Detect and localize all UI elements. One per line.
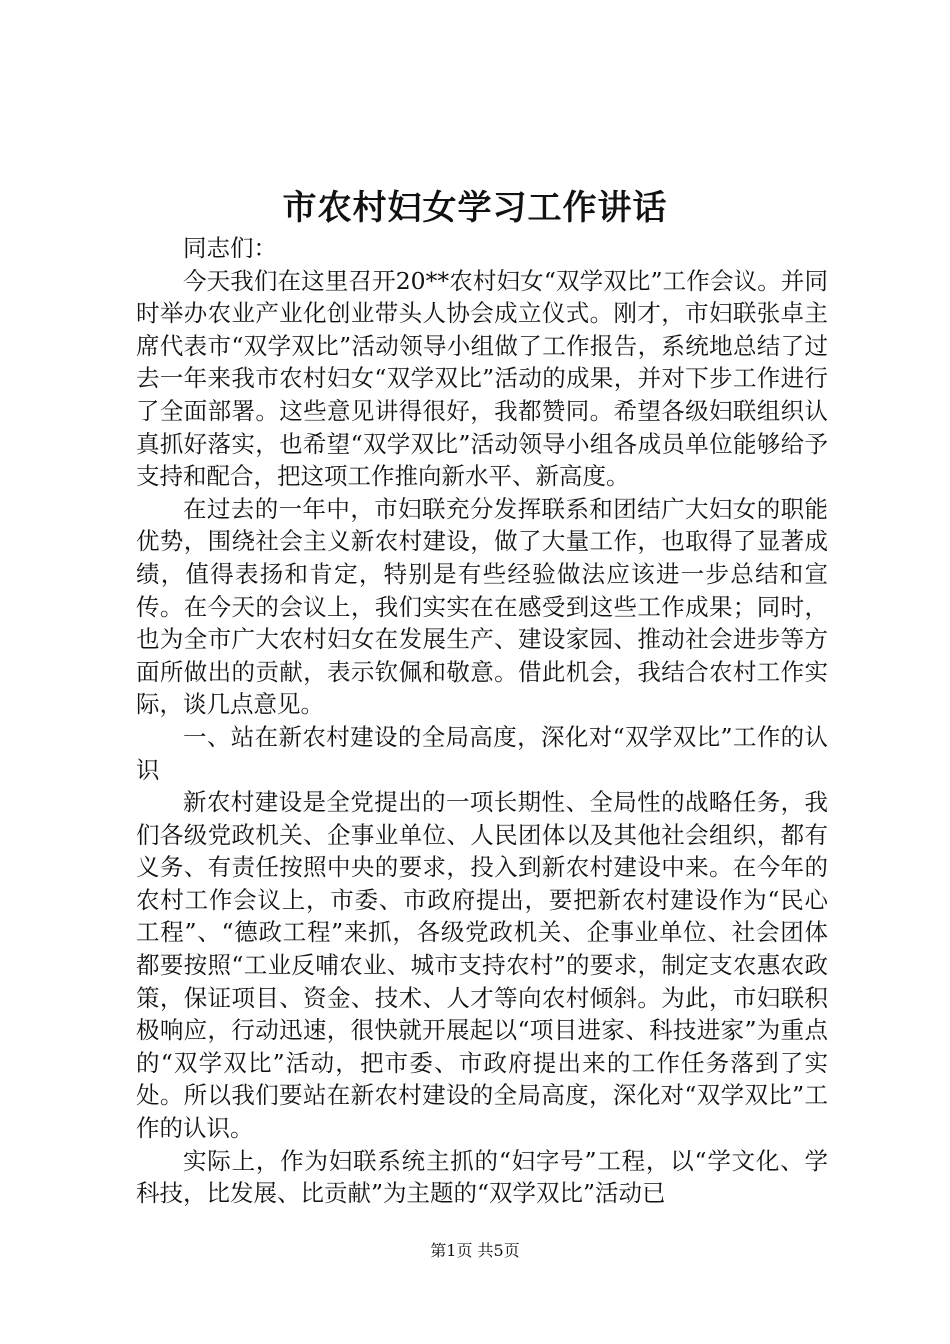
document-body xyxy=(136,232,828,1210)
page-number-footer: 第1页 共5页 xyxy=(430,1241,520,1260)
document-title: 市农村妇女学习工作讲话 xyxy=(282,188,668,228)
body-paragraph-2: 在过去的一年中，市妇联充分发挥联系和团结广大妇女的职能优势，围绕社会主义新农村建设，做了大量工作，也取得了显著成绩，值得表扬和肯定，特别是有些经验做法应该进一步总结和宣传。在今天的会议上，我们实实在在感受到这些工作成果；同时，也为全市广大农村妇女在发展生产、建设家园、推动社会进步等方面所做出的贡献，表示钦佩和敬意。借此机会，我结合农村工作实际，谈几点意见。 xyxy=(136,494,828,719)
body-paragraph-1: 今天我们在这里召开20**农村妇女“双学双比”工作会议。并同时举办农业产业化创业带头人协会成立仪式。刚才，市妇联张卓主席代表市“双学双比”活动领导小组做了工作报告，系统地总结了过去一年来我市农村妇女“双学双比”活动的成果，并对下步工作进行了全面部署。这些意见讲得很好，我都赞同。希望各级妇联组织认真抓好落实，也希望“双学双比”活动领导小组各成员单位能够给予支持和配合，把这项工作推向新水平、新高度。 xyxy=(136,266,828,491)
section-heading-1: 一、站在新农村建设的全局高度，深化对“双学双比”工作的认识 xyxy=(136,722,828,784)
body-paragraph-3: 新农村建设是全党提出的一项长期性、全局性的战略任务，我们各级党政机关、企事业单位、人民团体以及其他社会组织，都有义务、有责任按照中央的要求，投入到新农村建设中来。在今年的农村工作会议上，市委、市政府提出，要把新农村建设作为“民心工程”、“德政工程”来抓，各级党政机关、企事业单位、社会团体都要按照“工业反哺农业、城市支持农村”的要求，制定支农惠农政策，保证项目、资金、技术、人才等向农村倾斜。为此，市妇联积极响应，行动迅速，很快就开展起以“项目进家、科技进家”为重点的“双学双比”活动，把市委、市政府提出来的工作任务落到了实处。所以我们要站在新农村建设的全局高度，深化对“双学双比”工作的认识。 xyxy=(136,788,828,1143)
salutation-paragraph: 同志们： xyxy=(183,234,277,262)
body-paragraph-4: 实际上，作为妇联系统主抓的“妇字号”工程，以“学文化、学科技，比发展、比贡献”为主题的“双学双比”活动已 xyxy=(136,1146,828,1208)
